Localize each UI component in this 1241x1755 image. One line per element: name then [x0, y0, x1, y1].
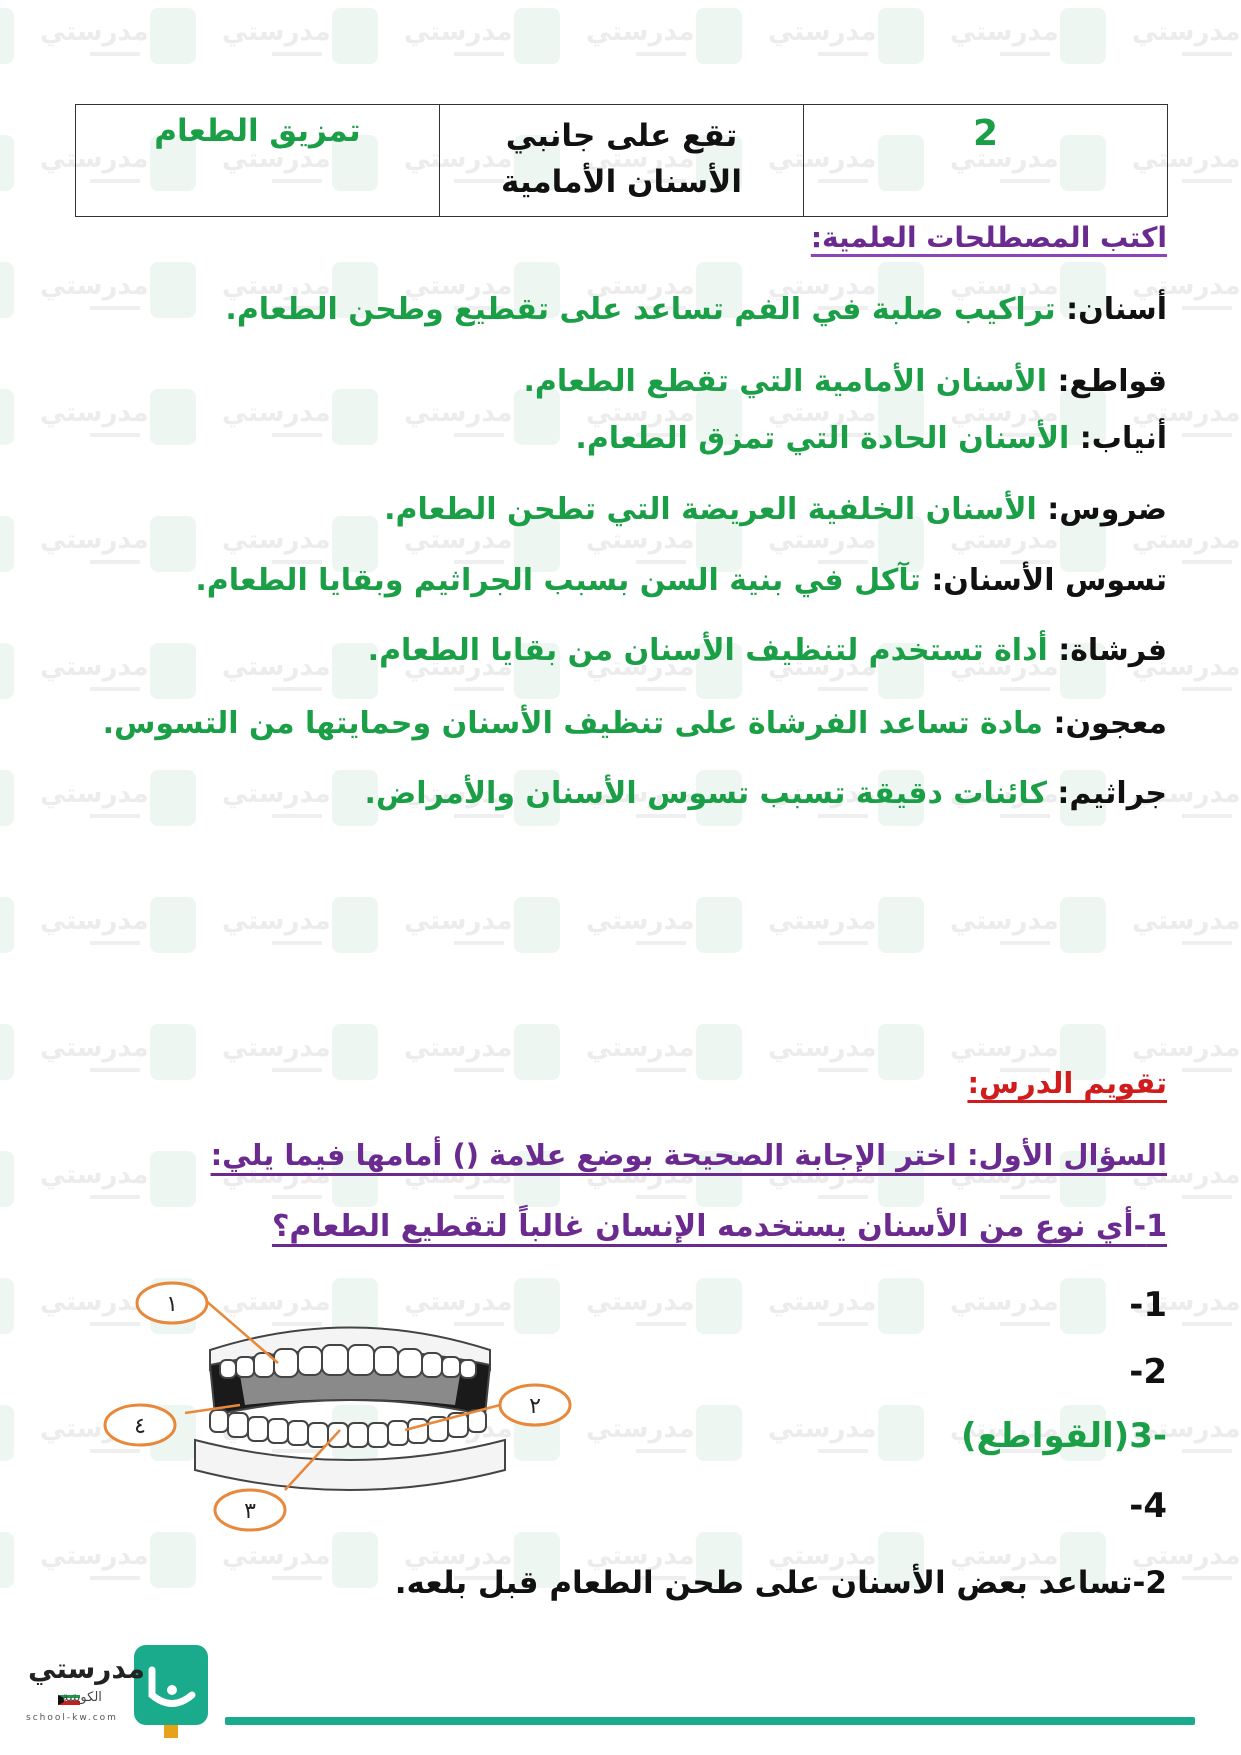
- option-1[interactable]: [1129, 1285, 1167, 1325]
- evaluation-title: تقويم الدرس:: [967, 1066, 1167, 1100]
- question-1: السؤال الأول: اختر الإجابة الصحيحة بوضع علامة () أمامها فيما يلي:: [210, 1138, 1167, 1172]
- term-line: [368, 633, 1167, 668]
- question-2: 2-تساعد بعض الأسنان على طحن الطعام قبل بلعه.: [394, 1565, 1167, 1601]
- teeth-types-table: [75, 104, 1168, 217]
- term-definition: تراكيب صلبة في الفم تساعد على تقطيع وطحن الطعام.: [225, 292, 1056, 327]
- option-4[interactable]: [1129, 1486, 1167, 1526]
- term-definition: الأسنان الحادة التي تمزق الطعام.: [575, 421, 1070, 456]
- term-definition: كائنات دقيقة تسبب تسوس الأسنان والأمراض.: [364, 776, 1047, 811]
- term-word: ضروس:: [1047, 492, 1167, 527]
- term-definition: أداة تستخدم لتنظيف الأسنان من بقايا الطعام.: [367, 633, 1048, 668]
- term-word: تسوس الأسنان:: [931, 563, 1167, 598]
- term-definition: مادة تساعد الفرشاة على تنظيف الأسنان وحمايتها من التسوس.: [102, 706, 1043, 741]
- option-number: -3: [1129, 1416, 1167, 1456]
- option-3[interactable]: [961, 1416, 1167, 1456]
- term-line: [225, 292, 1167, 327]
- logo-url[interactable]: school-kw.com: [26, 1713, 118, 1723]
- option-2[interactable]: [1129, 1352, 1167, 1392]
- option-number: 2-: [1129, 1352, 1167, 1392]
- term-line: [384, 492, 1167, 527]
- term-word: فرشاة:: [1058, 633, 1167, 668]
- term-definition: تآكل في بنية السن بسبب الجراثيم وبقايا الطعام.: [195, 563, 921, 598]
- term-word: أسنان:: [1066, 292, 1167, 327]
- term-word: معجون:: [1053, 706, 1167, 741]
- term-line: [195, 563, 1167, 598]
- row-function: تمزيق الطعام: [154, 113, 361, 149]
- diagram-label-4: ٤: [134, 1414, 146, 1439]
- diagram-label-3: ٣: [244, 1499, 256, 1524]
- table-row: [76, 105, 1168, 217]
- option-number: 1-: [1129, 1285, 1167, 1325]
- term-line: [364, 776, 1167, 811]
- term-definition: الأسنان الخلفية العريضة التي تطحن الطعام.: [384, 492, 1037, 527]
- term-word: أنياب:: [1079, 421, 1167, 456]
- term-line: [523, 364, 1167, 399]
- diagram-label-2: ٢: [529, 1394, 541, 1419]
- term-word: قواطع:: [1057, 364, 1167, 399]
- diagram-label-1: ١: [166, 1292, 178, 1317]
- term-definition: الأسنان الأمامية التي تقطع الطعام.: [523, 364, 1048, 399]
- term-line: [575, 421, 1167, 456]
- logo-name: مدرستي: [28, 1652, 145, 1685]
- jaw-illustration: [195, 1328, 505, 1491]
- footer-line: [225, 1717, 1195, 1725]
- term-line: [103, 706, 1167, 741]
- row-number: 2: [972, 113, 999, 154]
- sub-question-1: 1-أي نوع من الأسنان يستخدمه الإنسان غالباً لتقطيع الطعام؟: [271, 1209, 1167, 1244]
- term-word: جراثيم:: [1057, 776, 1167, 811]
- option-answer: (القواطع): [961, 1416, 1130, 1456]
- terms-heading: اكتب المصطلحات العلمية:: [810, 221, 1167, 254]
- row-description: تقع على جانبي الأسنان الأمامية: [501, 118, 742, 200]
- option-number: 4-: [1129, 1486, 1167, 1526]
- label-circles: [105, 1283, 570, 1530]
- logo-subtitle: الكويتية: [62, 1690, 102, 1705]
- teeth-diagram: [100, 1265, 600, 1535]
